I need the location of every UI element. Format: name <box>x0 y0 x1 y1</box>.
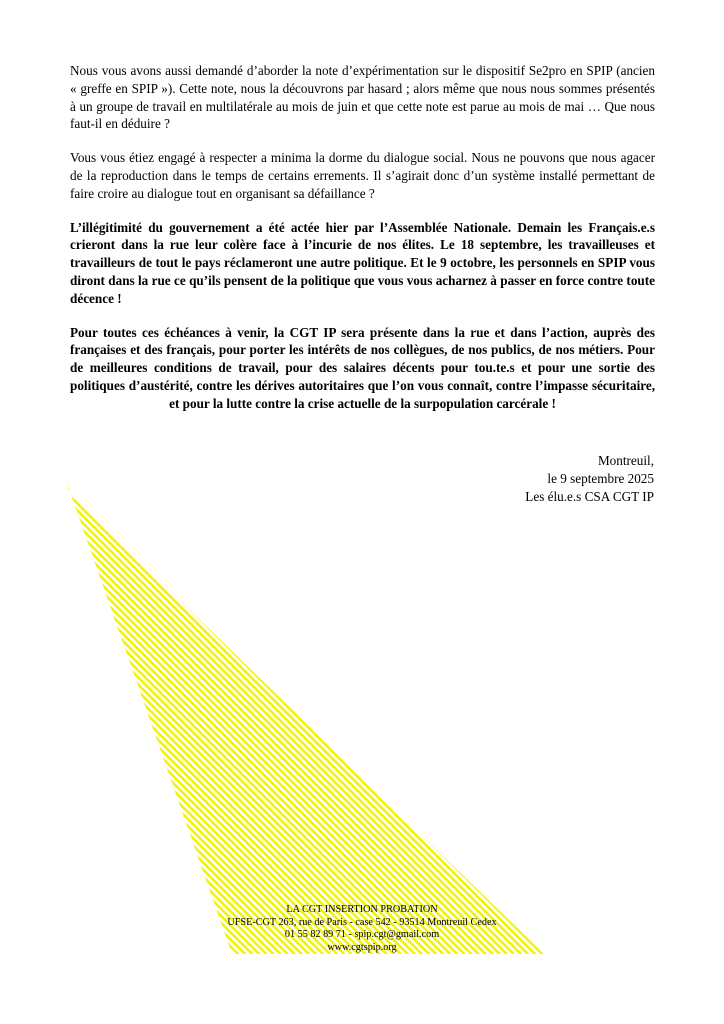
footer-address: UFSE-CGT 263, rue de Paris - case 542 - 93514 Montreuil Cedex <box>227 916 497 928</box>
footer-org: LA CGT INSERTION PROBATION <box>286 904 438 915</box>
signature-date: le 9 septembre 2025 <box>547 470 654 486</box>
paragraph-se2pro-note: Nous vous avons aussi demandé d’aborder la note d’expérimentation sur le dispositif Se2pro en SPIP (ancien « greffe en SPIP »). Cette note, nous la découvrons par hasard ; alors même que nous nous sommes présentés à un groupe de travail en multilatérale au mois de juin et que cette note est parue au mois de mai … Que nous faut-il en déduire ? <box>70 63 655 132</box>
letter-body <box>70 62 655 429</box>
footer-contact: 01 55 82 89 71 - spip.cgt@gmail.com <box>284 929 440 941</box>
footer-website: www.cgtspip.org <box>327 941 397 953</box>
paragraph-social-dialogue: Vous vous étiez engagé à respecter a minima la dorme du dialogue social. Nous ne pouvons que nous agacer de la reproduction dans le temps de certains errements. Il s’agirait donc d’un système installé permettant de faire croire au dialogue tout en organisant sa défaillance ? <box>70 150 655 201</box>
footer <box>0 904 724 954</box>
paragraph-mobilisation-dates: L’illégitimité du gouvernement a été actée hier par l’Assemblée Nationale. Demain les Français.e.s crieront dans la rue leur colère face à l’incurie de nos élites. Le 18 septembre, les travailleuses et travailleurs de tout le pays réclameront une autre politique. Et le 9 octobre, les personnels en SPIP vous diront dans la rue ce qu’ils pensent de la politique que vous vous acharnez à passer en force contre toute décence ! <box>70 219 655 306</box>
paragraph-cgt-commitment: Pour toutes ces échéances à venir, la CGT IP sera présente dans la rue et dans l’action, auprès des françaises et des français, pour porter les intérêts de nos collègues, de nos publics, de nos métiers. Pour de meilleures conditions de travail, pour des salaires décents pour tou.te.s et pour une sortie des politiques d’austérité, contre les dérives autoritaires que l’on vous connaît, contre l’impasse sécuritaire, et pour la lutte contre la crise actuelle de la surpopulation carcérale ! <box>70 324 655 411</box>
signature-block <box>525 452 654 505</box>
signature-place: Montreuil, <box>597 453 654 468</box>
signature-author: Les élu.e.s CSA CGT IP <box>525 488 654 504</box>
